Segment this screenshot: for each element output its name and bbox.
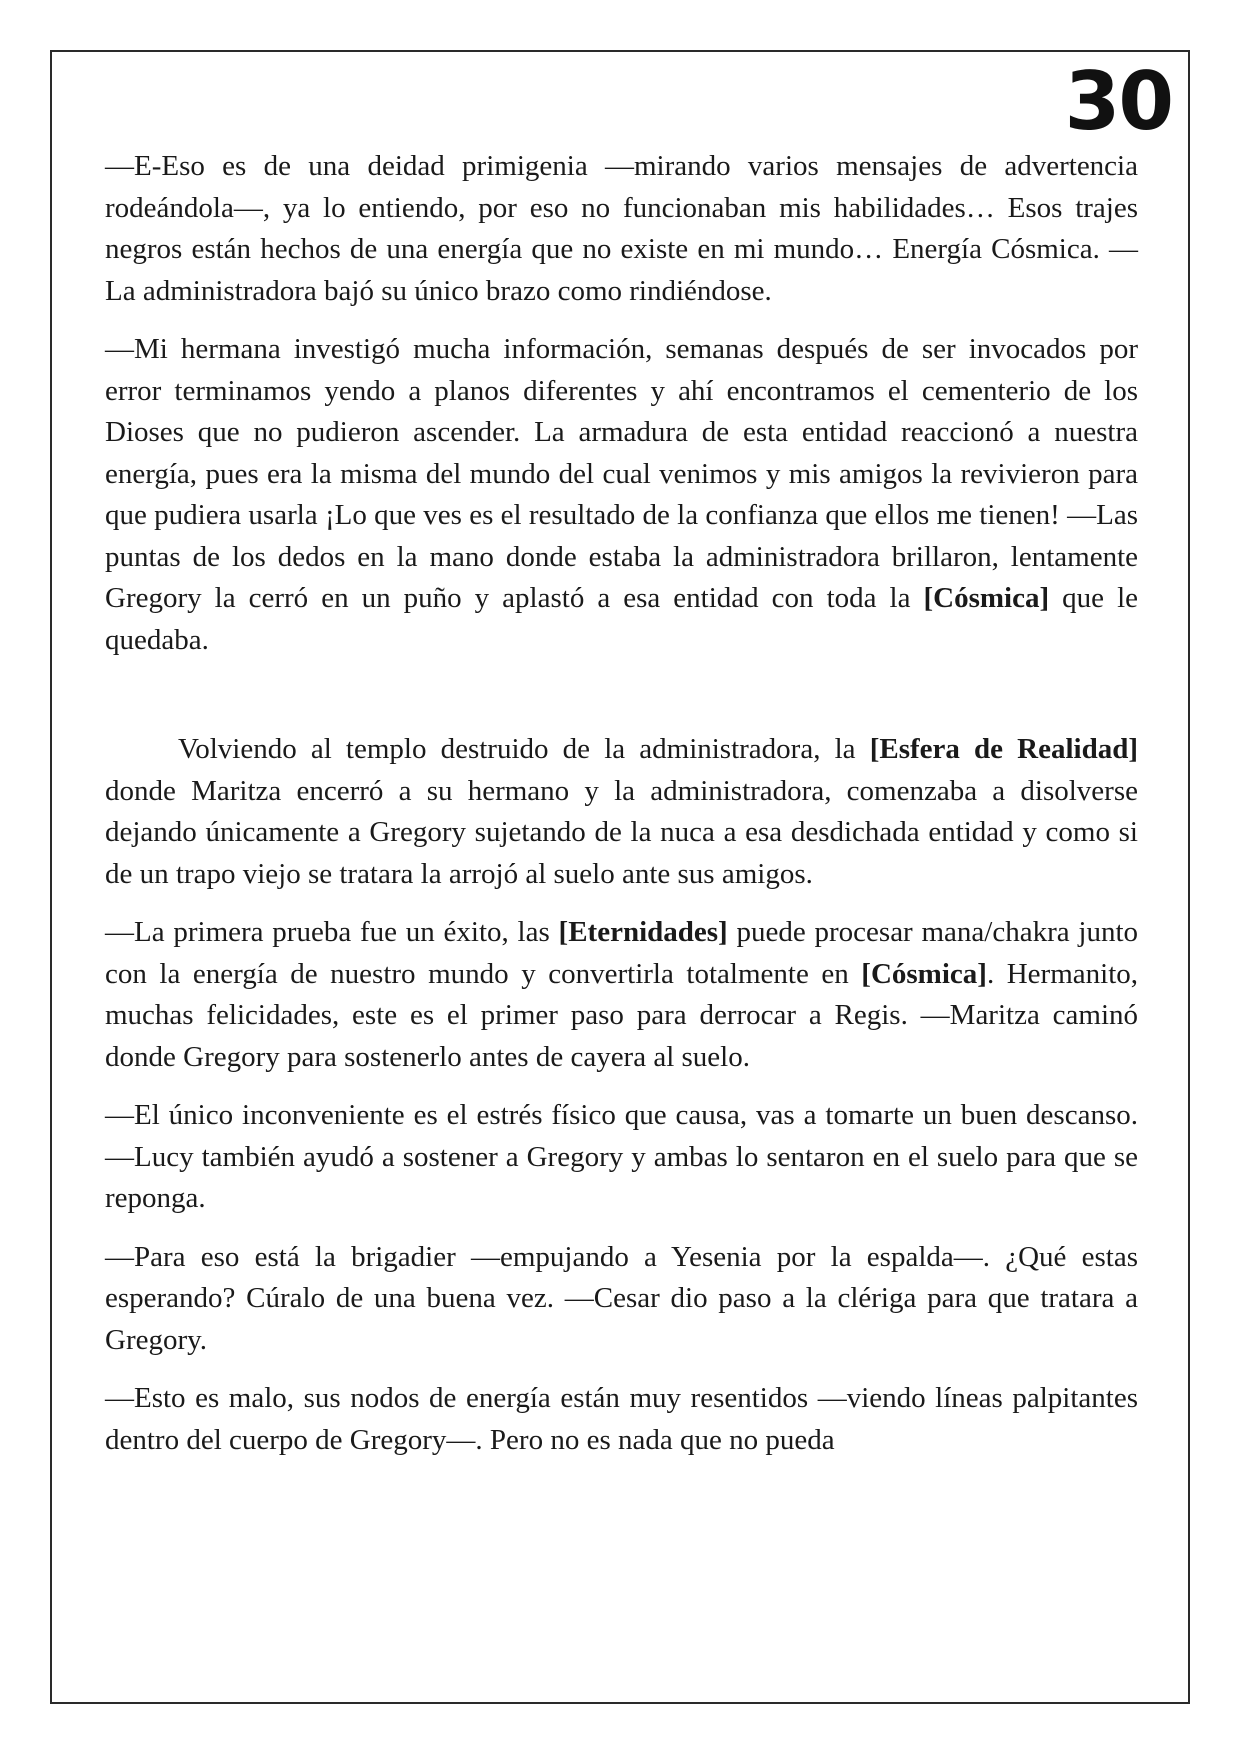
text-span: —El único inconveniente es el estrés físico que causa, vas a tomarte un buen descanso. —Lucy también ayudó a sostener a Gregory y ambas lo sentaron en el suelo para que se reponga. [105,1099,1138,1214]
page-number: 30 [1064,55,1172,148]
bold-term: [Eternidades] [558,916,728,948]
paragraph [105,329,1138,661]
text-span: puede procesar mana/chakra junto con la energía de nuestro mundo y convertirla totalmente en [105,916,1139,990]
text-body [105,146,1138,1478]
section-break [105,678,1138,729]
text-span: Volviendo al templo destruido de la administradora, la [178,733,870,765]
text-span: donde Maritza encerró a su hermano y la administradora, comenzaba a disolverse dejando únicamente a Gregory sujetando de la nuca a esa desdichada entidad y como si de un trapo viejo se tratara la arrojó al suelo ante sus amigos. [105,774,1138,890]
paragraph [105,1378,1138,1461]
text-span: —E-Eso es de una deidad primigenia —mirando varios mensajes de advertencia rodeándola—, ya lo entiendo, por eso no funcionaban mis habilidades… Esos trajes negros están hechos de una energía que no existe en mi mundo… Energía Cósmica. —La administradora bajó su único brazo como rindiéndose. [105,150,1138,307]
text-span: —Esto es malo, sus nodos de energía están muy resentidos —viendo líneas palpitantes dentro del cuerpo de Gregory—. Pero no es nada que no pueda [105,1382,1138,1456]
text-span: —Para eso está la brigadier —empujando a Yesenia por la espalda—. ¿Qué estas esperando? Cúralo de una buena vez. —Cesar dio paso a la clériga para que tratara a Gregory. [105,1240,1138,1356]
paragraph [105,146,1138,312]
paragraph [105,729,1138,895]
paragraph [105,1237,1138,1362]
text-span: que le quedaba. [105,582,1138,656]
bold-term: [Cósmica] [923,582,1050,614]
text-span: . Hermanito, muchas felicidades, este es el primer paso para derrocar a Regis. —Maritza caminó donde Gregory para sostenerlo antes de cayera al suelo. [105,957,1139,1073]
text-span: —La primera prueba fue un éxito, las [105,916,559,948]
paragraph [105,912,1138,1078]
bold-term: [Cósmica] [861,957,987,990]
paragraph [105,1095,1138,1220]
text-span: —Mi hermana investigó mucha información, semanas después de ser invocados por error terminamos yendo a planos diferentes y ahí encontramos el cementerio de los Dioses que no pudieron ascender. La armadura de esta entidad reaccionó a nuestra energía, pues era la misma del mundo del cual venimos y mis amigos la revivieron para que pudiera usarla ¡Lo que ves es el resultado de la confianza que ellos me tienen! —Las puntas de los dedos en la mano donde estaba la administradora brillaron, lentamente Gregory la cerró en un puño y aplastó a esa entidad con toda la [105,333,1138,614]
bold-term: [Esfera de Realidad] [869,733,1139,765]
